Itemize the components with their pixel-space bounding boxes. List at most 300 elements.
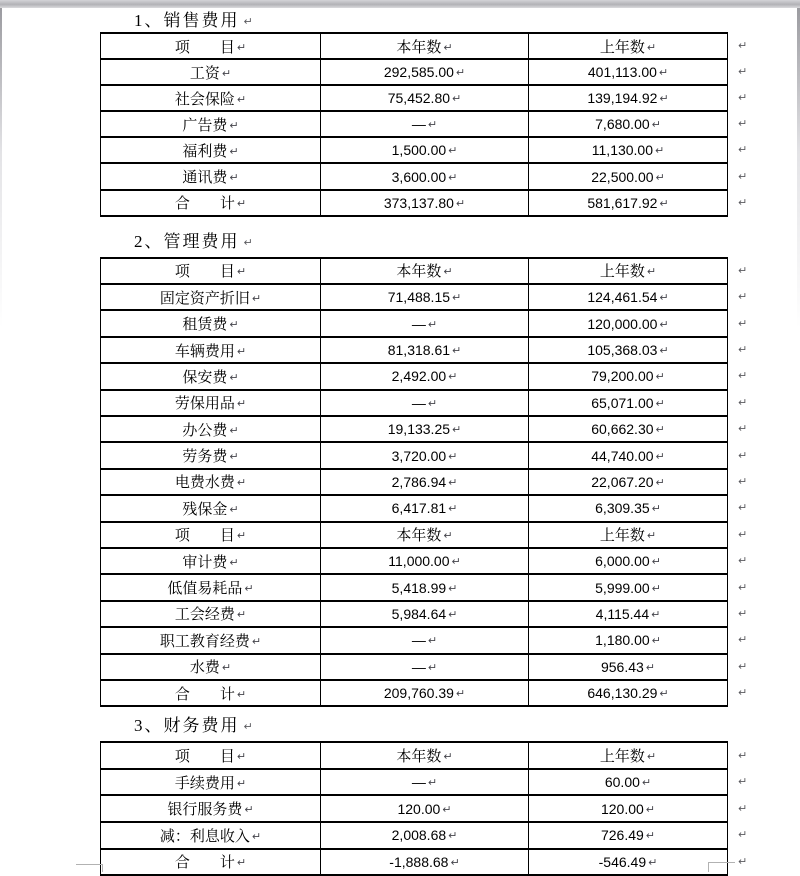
cell-text: 60.00 (604, 774, 640, 791)
cell-end-mark-icon: ↵ (452, 344, 462, 358)
cell-text: 11,000.00 (388, 553, 450, 570)
cell-text: 上年数 (599, 264, 645, 281)
cell-text: 电费水费 (174, 475, 235, 492)
cell-end-mark-icon: ↵ (452, 423, 462, 437)
prior-year-cell (529, 111, 728, 137)
cell-text: — (411, 658, 426, 675)
cell-text: 项 目 (174, 528, 235, 545)
cell-end-mark-icon: ↵ (236, 92, 247, 106)
item-cell (101, 742, 321, 769)
cell-text: 3,600.00 (391, 168, 447, 185)
total-row (101, 680, 768, 706)
cell-text: 劳务费 (182, 449, 228, 466)
cell-end-mark-icon: ↵ (443, 40, 453, 54)
cell-end-mark-icon: ↵ (659, 317, 669, 331)
expense-section-admin (0, 231, 800, 708)
cell-text: 工会经费 (174, 607, 235, 624)
row-end-mark-icon: ↵ (738, 801, 748, 815)
prior-year-cell (529, 680, 728, 706)
cell-end-mark-icon: ↵ (236, 856, 247, 870)
table-row (101, 390, 768, 416)
section-title-text: 2、管理费用 (134, 231, 240, 251)
cell-end-mark-icon: ↵ (236, 608, 247, 622)
cell-end-mark-icon: ↵ (427, 396, 438, 410)
current-year-cell (321, 363, 529, 389)
current-year-cell (321, 742, 529, 769)
cell-text: 5,984.64 (391, 605, 447, 622)
row-end-mark-cell (728, 111, 768, 137)
current-year-cell (321, 258, 529, 284)
cell-text: 合 计 (174, 686, 235, 703)
item-cell (101, 849, 321, 876)
table-row (101, 574, 768, 600)
table-row (101, 59, 768, 85)
cell-end-mark-icon: ↵ (659, 196, 669, 210)
current-year-cell (321, 59, 529, 85)
cell-text: 租赁费 (182, 317, 228, 334)
table-row (101, 284, 768, 310)
sales-expense-table (100, 32, 768, 217)
cell-text: 6,000.00 (595, 553, 650, 570)
cell-end-mark-icon: ↵ (651, 607, 661, 621)
cell-end-mark-icon: ↵ (646, 40, 657, 54)
row-end-mark-icon: ↵ (738, 501, 748, 515)
cell-text: 81,318.61 (387, 342, 451, 359)
current-year-cell (321, 137, 529, 163)
cell-end-mark-icon: ↵ (427, 776, 438, 790)
cell-end-mark-icon: ↵ (648, 855, 658, 869)
row-end-mark-cell (728, 795, 768, 822)
item-cell (101, 163, 321, 189)
table-row (101, 654, 768, 680)
current-year-cell (321, 33, 529, 59)
item-cell (101, 337, 321, 363)
row-end-mark-icon: ↵ (738, 39, 748, 53)
prior-year-cell (529, 258, 728, 284)
current-year-cell (321, 442, 529, 468)
prior-year-cell (529, 469, 728, 495)
table-row (101, 469, 768, 495)
item-cell (101, 190, 321, 216)
row-end-mark-cell (728, 59, 768, 85)
cell-text: 2,008.68 (391, 827, 447, 844)
current-year-cell (321, 390, 529, 416)
cell-end-mark-icon: ↵ (427, 317, 438, 331)
cell-text: 车辆费用 (174, 343, 235, 360)
cell-end-mark-icon: ↵ (443, 750, 453, 764)
table-row (101, 795, 768, 822)
cell-text: 银行服务费 (167, 802, 243, 819)
prior-year-cell (529, 284, 728, 310)
cell-text: 合 计 (174, 196, 235, 213)
item-cell (101, 548, 321, 574)
item-cell (101, 416, 321, 442)
cell-text: 373,137.80 (383, 194, 454, 211)
cell-text: 22,500.00 (591, 168, 654, 185)
current-year-cell (321, 654, 529, 680)
cell-text: 福利费 (182, 143, 228, 160)
section-title-finance (134, 715, 800, 737)
current-year-cell (321, 111, 529, 137)
cell-text: 209,760.39 (383, 685, 454, 702)
item-cell (101, 822, 321, 849)
cell-text: 职工教育经费 (159, 633, 250, 650)
cell-text: 2,492.00 (391, 368, 447, 385)
row-end-mark-cell (728, 190, 768, 216)
row-end-mark-cell (728, 85, 768, 111)
cell-text: 劳保用品 (174, 396, 235, 413)
row-end-mark-icon: ↵ (738, 169, 748, 183)
cell-text: — (411, 116, 426, 133)
cell-text: 本年数 (396, 749, 442, 766)
cell-end-mark-icon: ↵ (229, 423, 239, 437)
cell-text: 低值易耗品 (167, 581, 243, 598)
cell-text: 120,000.00 (587, 315, 658, 332)
prior-year-cell (529, 416, 728, 442)
cell-end-mark-icon: ↵ (651, 581, 661, 595)
cell-end-mark-icon: ↵ (442, 802, 452, 816)
cell-end-mark-icon: ↵ (655, 370, 665, 384)
row-end-mark-icon: ↵ (738, 290, 748, 304)
row-end-mark-cell (728, 442, 768, 468)
row-end-mark-icon: ↵ (738, 606, 748, 620)
row-end-mark-icon: ↵ (738, 143, 748, 157)
table-row (101, 495, 768, 521)
section-title-admin (134, 231, 800, 253)
cell-text: 726.49 (600, 827, 644, 844)
row-end-mark-cell (728, 654, 768, 680)
current-year-cell (321, 548, 529, 574)
row-end-mark-icon: ↵ (738, 775, 748, 789)
row-end-mark-cell (728, 574, 768, 600)
cell-text: 保安费 (182, 369, 228, 386)
cell-text: — (411, 315, 426, 332)
item-cell (101, 363, 321, 389)
current-year-cell (321, 495, 529, 521)
cell-text: 105,368.03 (587, 342, 658, 359)
item-cell (101, 111, 321, 137)
cell-text: 广告费 (182, 117, 228, 134)
row-end-mark-cell (728, 337, 768, 363)
prior-year-cell (529, 522, 728, 548)
cell-end-mark-icon: ↵ (655, 144, 665, 158)
current-year-cell (321, 601, 529, 627)
cell-text: 581,617.92 (587, 194, 658, 211)
row-end-mark-cell (728, 33, 768, 59)
header-row (101, 742, 768, 769)
item-cell (101, 284, 321, 310)
row-end-mark-icon: ↵ (738, 448, 748, 462)
current-year-cell (321, 795, 529, 822)
prior-year-cell (529, 627, 728, 653)
row-end-mark-cell (728, 469, 768, 495)
item-cell (101, 310, 321, 336)
row-end-mark-icon: ↵ (738, 527, 748, 541)
prior-year-cell (529, 137, 728, 163)
cell-end-mark-icon: ↵ (236, 397, 247, 411)
cell-text: 19,133.25 (387, 421, 451, 438)
cell-text: 社会保险 (174, 91, 235, 108)
row-end-mark-icon: ↵ (738, 263, 748, 277)
cell-end-mark-icon: ↵ (448, 144, 458, 158)
cell-end-mark-icon: ↵ (427, 634, 438, 648)
prior-year-cell (529, 59, 728, 85)
table-row (101, 627, 768, 653)
current-year-cell (321, 849, 529, 876)
section-title-sales (134, 10, 800, 32)
prior-year-cell (529, 495, 728, 521)
section-title-text: 1、销售费用 (134, 11, 240, 30)
cell-text: 71,488.15 (387, 289, 451, 306)
cell-end-mark-icon: ↵ (427, 660, 438, 674)
row-end-mark-icon: ↵ (738, 659, 748, 673)
cell-end-mark-icon: ↵ (655, 449, 665, 463)
cell-end-mark-icon: ↵ (229, 118, 239, 132)
prior-year-cell (529, 390, 728, 416)
cell-end-mark-icon: ↵ (448, 581, 458, 595)
current-year-cell (321, 190, 529, 216)
cell-end-mark-icon: ↵ (659, 92, 669, 106)
row-end-mark-cell (728, 742, 768, 769)
row-end-mark-cell (728, 522, 768, 548)
cell-text: 手续费用 (174, 775, 235, 792)
cell-text: 审计费 (182, 554, 228, 571)
cell-text: 139,194.92 (587, 90, 658, 107)
cell-text: 7,680.00 (595, 116, 650, 133)
total-row (101, 849, 768, 876)
cell-end-mark-icon: ↵ (236, 687, 247, 701)
prior-year-cell (529, 601, 728, 627)
prior-year-cell (529, 442, 728, 468)
cell-end-mark-icon: ↵ (443, 529, 453, 543)
table-row (101, 548, 768, 574)
prior-year-cell (529, 822, 728, 849)
row-end-mark-icon: ↵ (738, 195, 748, 209)
prior-year-cell (529, 363, 728, 389)
section-title-text: 3、财务费用 (134, 716, 240, 736)
paragraph-mark-icon: ↵ (243, 15, 255, 28)
current-year-cell (321, 284, 529, 310)
item-cell (101, 627, 321, 653)
cell-end-mark-icon: ↵ (236, 344, 247, 358)
cell-text: — (411, 632, 426, 649)
cell-end-mark-icon: ↵ (455, 196, 466, 210)
cell-end-mark-icon: ↵ (655, 423, 665, 437)
cell-text: 5,418.99 (391, 579, 447, 596)
cell-text: 5,999.00 (595, 579, 650, 596)
cell-end-mark-icon: ↵ (452, 92, 462, 106)
prior-year-cell (529, 769, 728, 796)
cell-end-mark-icon: ↵ (244, 803, 254, 817)
prior-year-cell (529, 574, 728, 600)
row-end-mark-cell (728, 163, 768, 189)
cell-end-mark-icon: ↵ (443, 265, 453, 279)
current-year-cell (321, 310, 529, 336)
row-end-mark-icon: ↵ (738, 474, 748, 488)
paragraph-mark-icon: ↵ (243, 235, 255, 249)
current-year-cell (321, 769, 529, 796)
prior-year-cell (529, 310, 728, 336)
admin-expense-table (100, 257, 768, 708)
cell-end-mark-icon: ↵ (448, 607, 458, 621)
expense-section-sales (0, 10, 800, 217)
item-cell (101, 469, 321, 495)
row-end-mark-icon: ↵ (738, 854, 748, 868)
cell-end-mark-icon: ↵ (221, 66, 232, 80)
cell-text: 固定资产折旧 (159, 290, 250, 307)
table-row (101, 137, 768, 163)
cell-end-mark-icon: ↵ (655, 475, 665, 489)
cell-end-mark-icon: ↵ (448, 449, 458, 463)
row-end-mark-icon: ↵ (738, 369, 748, 383)
cell-end-mark-icon: ↵ (229, 171, 239, 185)
cell-text: 44,740.00 (591, 447, 654, 464)
item-cell (101, 654, 321, 680)
paragraph-mark-icon: ↵ (243, 720, 255, 734)
cell-text: 6,309.35 (595, 500, 650, 517)
cell-text: — (411, 774, 426, 791)
cell-end-mark-icon: ↵ (651, 634, 661, 648)
row-end-mark-icon: ↵ (738, 422, 748, 436)
cell-end-mark-icon: ↵ (229, 144, 239, 158)
cell-end-mark-icon: ↵ (251, 291, 262, 305)
cell-text: 减：利息收入 (159, 828, 250, 845)
cell-text: 1,180.00 (595, 632, 650, 649)
cell-text: 本年数 (396, 39, 442, 56)
cell-end-mark-icon: ↵ (236, 529, 247, 543)
current-year-cell (321, 822, 529, 849)
current-year-cell (321, 416, 529, 442)
table-row (101, 85, 768, 111)
cell-text: 60,662.30 (591, 421, 654, 438)
table-row (101, 442, 768, 468)
document-page (0, 8, 800, 876)
cell-end-mark-icon: ↵ (448, 829, 458, 843)
prior-year-cell (529, 163, 728, 189)
cell-text: 上年数 (599, 39, 645, 56)
cell-end-mark-icon: ↵ (659, 687, 669, 701)
cell-end-mark-icon: ↵ (448, 370, 458, 384)
current-year-cell (321, 85, 529, 111)
row-end-mark-icon: ↵ (738, 316, 748, 330)
row-end-mark-cell (728, 137, 768, 163)
row-end-mark-cell (728, 680, 768, 706)
table-row (101, 416, 768, 442)
cell-text: 项 目 (174, 39, 235, 56)
cell-text: -546.49 (598, 853, 647, 870)
cell-end-mark-icon: ↵ (651, 118, 661, 132)
cell-end-mark-icon: ↵ (655, 396, 665, 410)
prior-year-cell (529, 795, 728, 822)
cell-text: — (411, 394, 426, 411)
cell-end-mark-icon: ↵ (229, 450, 239, 464)
row-end-mark-icon: ↵ (738, 343, 748, 357)
table-row (101, 769, 768, 796)
cell-text: 4,115.44 (595, 605, 650, 622)
row-end-mark-cell (728, 284, 768, 310)
cell-end-mark-icon: ↵ (651, 555, 661, 569)
cell-end-mark-icon: ↵ (448, 475, 458, 489)
cell-text: 79,200.00 (591, 368, 654, 385)
cell-end-mark-icon: ↵ (229, 555, 239, 569)
cell-text: 124,461.54 (587, 289, 658, 306)
table-row (101, 310, 768, 336)
table-row (101, 111, 768, 137)
cell-end-mark-icon: ↵ (646, 265, 657, 279)
row-end-mark-cell (728, 363, 768, 389)
cell-end-mark-icon: ↵ (645, 660, 656, 674)
current-year-cell (321, 337, 529, 363)
cell-text: 上年数 (599, 749, 645, 766)
cell-end-mark-icon: ↵ (448, 170, 458, 184)
prior-year-cell (529, 337, 728, 363)
cell-end-mark-icon: ↵ (452, 291, 462, 305)
item-cell (101, 795, 321, 822)
expense-section-finance (0, 715, 800, 876)
prior-year-cell (529, 85, 728, 111)
cell-text: 956.43 (600, 658, 644, 675)
row-end-mark-cell (728, 495, 768, 521)
cell-end-mark-icon: ↵ (236, 476, 247, 490)
cell-end-mark-icon: ↵ (229, 318, 239, 332)
cell-end-mark-icon: ↵ (229, 502, 239, 516)
current-year-cell (321, 163, 529, 189)
cell-text: 3,720.00 (391, 447, 447, 464)
table-row (101, 337, 768, 363)
table-row (101, 601, 768, 627)
cell-end-mark-icon: ↵ (251, 634, 262, 648)
item-cell (101, 85, 321, 111)
cell-end-mark-icon: ↵ (645, 829, 656, 843)
cell-end-mark-icon: ↵ (651, 502, 661, 516)
row-end-mark-cell (728, 822, 768, 849)
item-cell (101, 258, 321, 284)
cell-end-mark-icon: ↵ (448, 502, 458, 516)
cell-text: 120.00 (397, 800, 441, 817)
row-end-mark-cell (728, 627, 768, 653)
item-cell (101, 601, 321, 627)
table-row (101, 822, 768, 849)
prior-year-cell (529, 33, 728, 59)
cell-text: 1,500.00 (391, 142, 447, 159)
cell-end-mark-icon: ↵ (646, 529, 657, 543)
cell-text: 项 目 (174, 749, 235, 766)
prior-year-cell (529, 742, 728, 769)
table-row (101, 163, 768, 189)
row-end-mark-cell (728, 390, 768, 416)
item-cell (101, 390, 321, 416)
item-cell (101, 137, 321, 163)
cell-text: 办公费 (182, 422, 228, 439)
cell-text: 残保金 (182, 501, 228, 518)
item-cell (101, 680, 321, 706)
row-end-mark-cell (728, 416, 768, 442)
cell-end-mark-icon: ↵ (455, 66, 466, 80)
total-row (101, 190, 768, 216)
cell-end-mark-icon: ↵ (236, 776, 247, 790)
item-cell (101, 59, 321, 85)
header-row (101, 258, 768, 284)
header-row (101, 522, 768, 548)
cell-text: 本年数 (396, 264, 442, 281)
row-end-mark-icon: ↵ (738, 65, 748, 79)
cell-end-mark-icon: ↵ (251, 829, 262, 843)
current-year-cell (321, 627, 529, 653)
window-top-edge (0, 0, 800, 8)
row-end-mark-cell (728, 601, 768, 627)
cell-text: 2,786.94 (391, 473, 447, 490)
cell-text: 本年数 (396, 528, 442, 545)
